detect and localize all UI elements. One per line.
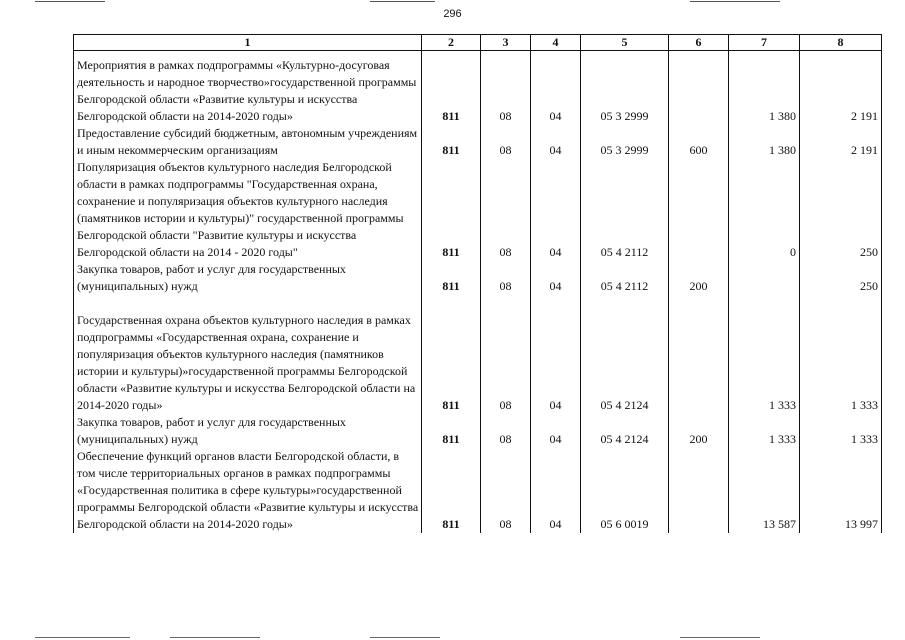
row-subsection: 04	[531, 414, 581, 448]
budget-table	[73, 34, 882, 533]
top-rule-left	[35, 1, 105, 2]
row-code: 811	[422, 51, 481, 126]
bottom-rule-mid-b	[370, 637, 440, 638]
header-col-8: 8	[800, 35, 882, 51]
row-target: 05 4 2124	[581, 312, 669, 414]
header-col-4: 4	[531, 35, 581, 51]
row-target: 05 6 0019	[581, 448, 669, 533]
row-value-8: 13 997	[800, 448, 882, 533]
row-code: 811	[422, 125, 481, 159]
row-code: 811	[422, 261, 481, 295]
row-target: 05 3 2999	[581, 51, 669, 126]
row-value-7	[729, 261, 800, 295]
row-type: 200	[669, 414, 729, 448]
row-value-7: 1 333	[729, 312, 800, 414]
row-section: 08	[481, 125, 531, 159]
row-section: 08	[481, 448, 531, 533]
row-value-8: 2 191	[800, 51, 882, 126]
row-target: 05 4 2112	[581, 261, 669, 295]
row-code: 811	[422, 448, 481, 533]
top-rule-right	[690, 1, 780, 2]
row-description: Государственная охрана объектов культурного наследия в рамках подпрограммы «Государственная охрана, сохранение и популяризация объектов культурного наследия (памятников истории и культуры)»государственной программы Белгородской области «Развитие культуры и искусства Белгородской области на 2014-2020 годы»	[74, 312, 422, 414]
column-number-header	[74, 35, 882, 51]
row-value-8: 250	[800, 261, 882, 295]
header-col-7: 7	[729, 35, 800, 51]
row-value-7: 1 333	[729, 414, 800, 448]
row-type	[669, 51, 729, 126]
row-subsection: 04	[531, 448, 581, 533]
row-code: 811	[422, 159, 481, 261]
row-subsection: 04	[531, 312, 581, 414]
row-type: 600	[669, 125, 729, 159]
row-subsection: 04	[531, 261, 581, 295]
table-row	[74, 159, 882, 261]
row-value-7: 1 380	[729, 125, 800, 159]
row-target: 05 3 2999	[581, 125, 669, 159]
table-row	[74, 125, 882, 159]
table-row	[74, 448, 882, 533]
row-section: 08	[481, 51, 531, 126]
row-description: Популяризация объектов культурного наследия Белгородской области в рамках подпрограммы "Государственная охрана, сохранение и популяризация объектов культурного наследия (памятников истории и культуры)" государственной программы Белгородской области "Развитие культуры и искусства Белгородской области на 2014 - 2020 годы"	[74, 159, 422, 261]
row-subsection: 04	[531, 159, 581, 261]
row-type	[669, 448, 729, 533]
top-rule-mid	[370, 1, 435, 2]
header-col-2: 2	[422, 35, 481, 51]
row-value-8: 1 333	[800, 414, 882, 448]
bottom-rule-left	[35, 637, 130, 638]
table-row	[74, 414, 882, 448]
row-target: 05 4 2124	[581, 414, 669, 448]
row-code: 811	[422, 414, 481, 448]
table-row	[74, 261, 882, 295]
row-type: 200	[669, 261, 729, 295]
bottom-rule-mid-a	[170, 637, 260, 638]
row-target: 05 4 2112	[581, 159, 669, 261]
row-description: Закупка товаров, работ и услуг для государственных (муниципальных) нужд	[74, 261, 422, 295]
row-type	[669, 312, 729, 414]
row-subsection: 04	[531, 51, 581, 126]
row-description: Обеспечение функций органов власти Белгородской области, в том числе территориальных органов в рамках подпрограммы «Государственная политика в сфере культуры»государственной программы Белгородской области «Развитие культуры и искусства Белгородской области на 2014-2020 годы»	[74, 448, 422, 533]
row-description: Мероприятия в рамках подпрограммы «Культурно-досуговая деятельность и народное творчество»государственной программы Белгородской области «Развитие культуры и искусства Белгородской области на 2014-2020 годы»	[74, 51, 422, 126]
row-section: 08	[481, 261, 531, 295]
bottom-rule-right	[680, 637, 760, 638]
row-value-8: 1 333	[800, 312, 882, 414]
header-col-1: 1	[74, 35, 422, 51]
row-value-7: 13 587	[729, 448, 800, 533]
row-value-7: 1 380	[729, 51, 800, 126]
spacer-row	[74, 295, 882, 312]
row-section: 08	[481, 414, 531, 448]
page-number: 296	[443, 8, 462, 20]
row-value-7: 0	[729, 159, 800, 261]
header-col-5: 5	[581, 35, 669, 51]
row-description: Предоставление субсидий бюджетным, автономным учреждениям и иным некоммерческим организациям	[74, 125, 422, 159]
row-description: Закупка товаров, работ и услуг для государственных (муниципальных) нужд	[74, 414, 422, 448]
row-value-8: 250	[800, 159, 882, 261]
row-code: 811	[422, 312, 481, 414]
header-col-3: 3	[481, 35, 531, 51]
row-value-8: 2 191	[800, 125, 882, 159]
row-type	[669, 159, 729, 261]
row-section: 08	[481, 312, 531, 414]
row-section: 08	[481, 159, 531, 261]
table-row	[74, 312, 882, 414]
table-row	[74, 51, 882, 126]
header-col-6: 6	[669, 35, 729, 51]
row-subsection: 04	[531, 125, 581, 159]
